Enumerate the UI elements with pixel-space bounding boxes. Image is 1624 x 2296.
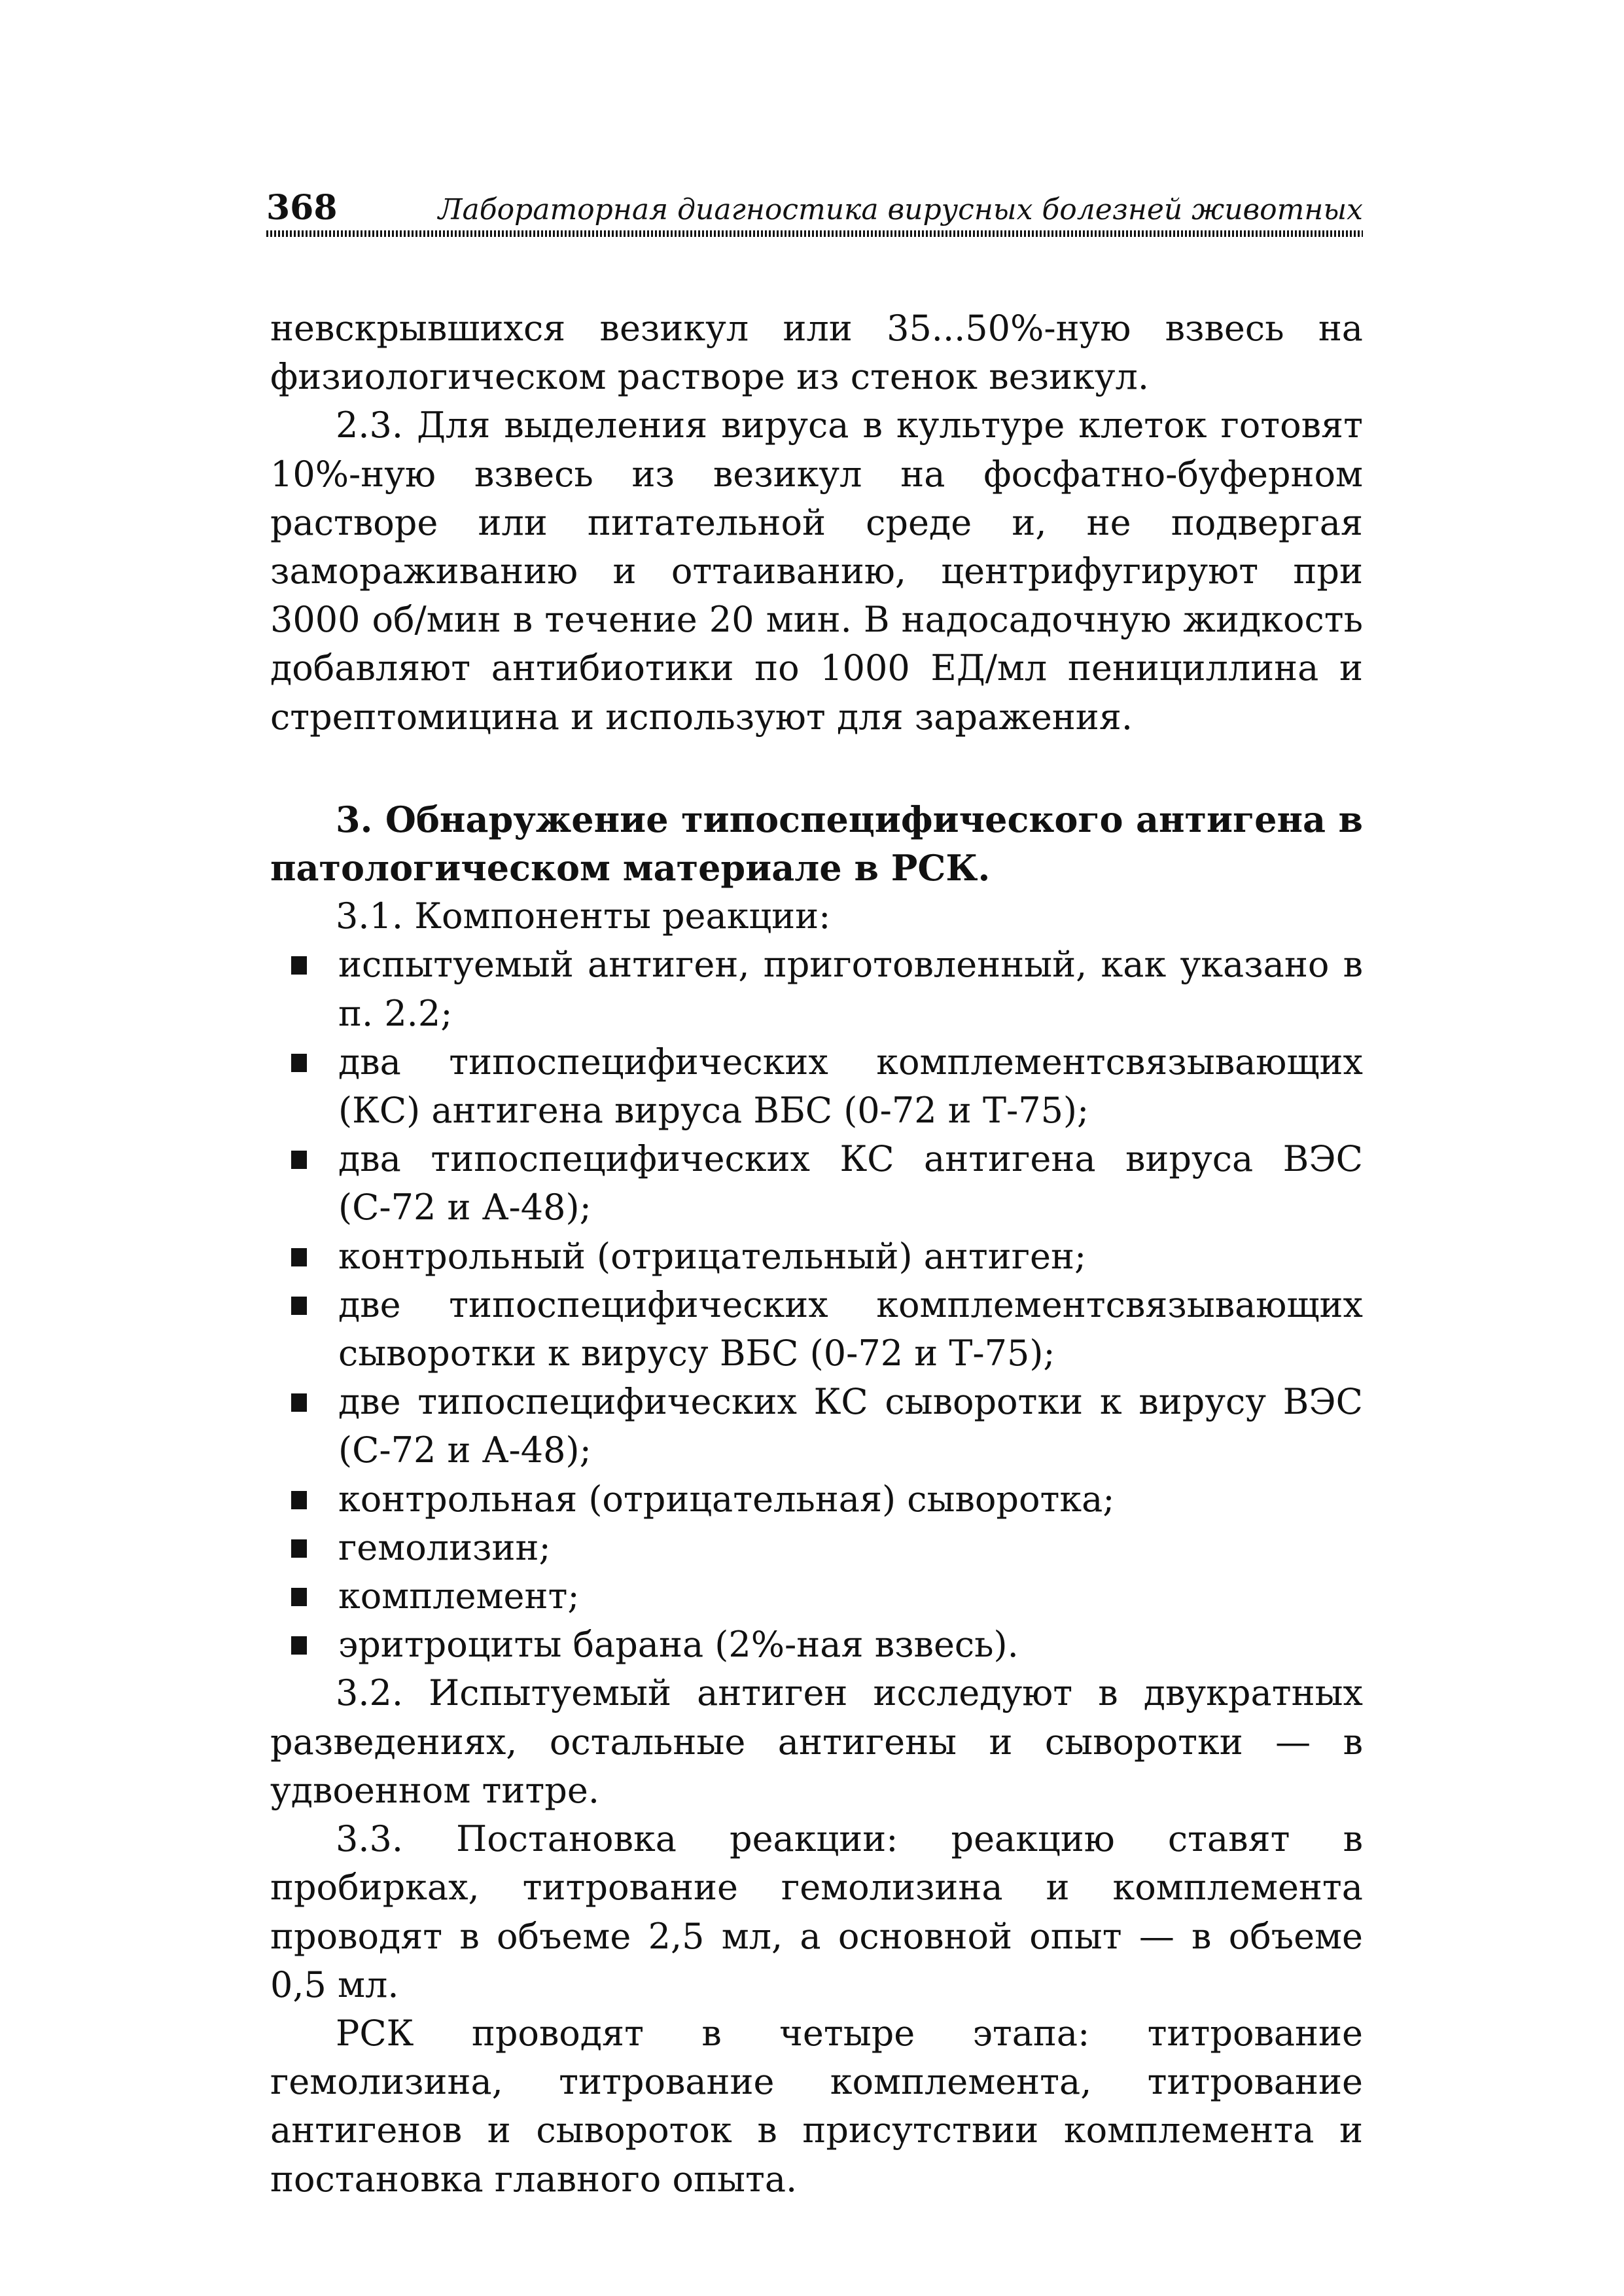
paragraph-continuation: невскрывшихся везикул или 35...50%-ную взвесь на физиологическом растворе из стенок везикул. [270,308,1363,398]
list-item-text: контрольный (отрицательный) антиген; [338,1235,1087,1277]
square-bullet-icon [291,1636,307,1655]
page-number: 368 [266,188,338,228]
square-bullet-icon [291,1248,307,1266]
list-item-text: две типоспецифических КС сыворотки к вирусу ВЭС (С-72 и А-48); [338,1381,1363,1471]
paragraph-2-3: 2.3. Для выделения вируса в культуре клеток готовят 10%-ную взвесь из везикул на фосфатно-буферном растворе или питательной среде и, не подвергая замораживанию и оттаиванию, центрифугируют при 3000 об/мин в течение 20 мин. В надосадочную жидкость добавляют антибиотики по 1000 ЕД/мл пенициллина и стрептомицина и используют для заражения. [270,404,1363,738]
paragraph-3-2: 3.2. Испытуемый антиген исследуют в двукратных разведениях, остальные антигены и сыворотки — в удвоенном титре. [270,1672,1363,1811]
list-item-text: испытуемый антиген, приготовленный, как указано в п. 2.2; [338,944,1363,1034]
list-item [270,1621,1363,1669]
square-bullet-icon [291,956,307,975]
square-bullet-icon [291,1588,307,1606]
paragraph-3-1: 3.1. Компоненты реакции: [336,895,831,937]
list-item-text: две типоспецифических комплементсвязывающих сыворотки к вирусу ВБС (0-72 и Т-75); [338,1283,1363,1374]
running-header [266,188,1363,229]
list-item [270,1232,1363,1281]
square-bullet-icon [291,1393,307,1412]
running-title: Лабораторная диагностика вирусных болезней животных [438,193,1363,226]
list-item-text: два типоспецифических КС антигена вируса ВЭС (С-72 и А-48); [338,1138,1363,1229]
list-item-text: эритроциты барана (2%-ная взвесь). [338,1624,1019,1666]
list-item [270,1038,1363,1135]
square-bullet-icon [291,1054,307,1072]
square-bullet-icon [291,1539,307,1558]
paragraph-rsk-stages: РСК проводят в четыре этапа: титрование гемолизина, титрование комплемента, титрование антигенов и сывороток в присутствии комплемента и постановка главного опыта. [270,2012,1363,2200]
list-item [270,1524,1363,1572]
square-bullet-icon [291,1297,307,1315]
square-bullet-icon [291,1491,307,1509]
list-item [270,941,1363,1037]
paragraph-3-3: 3.3. Постановка реакции: реакцию ставят в пробирках, титрование гемолизина и комплемента проводят в объеме 2,5 мл, а основной опыт — в объеме 0,5 мл. [270,1818,1363,2005]
section-heading-3: 3. Обнаружение типоспецифического антигена в патологическом материале в РСК. [270,798,1363,889]
list-item-text: контрольная (отрицательная) сыворотка; [338,1478,1115,1520]
components-list [270,941,1363,1669]
list-item [270,1135,1363,1232]
list-item [270,1475,1363,1524]
list-item [270,1281,1363,1378]
page-body [270,304,1363,2204]
list-item-text: два типоспецифических комплементсвязывающих (КС) антигена вируса ВБС (0-72 и Т-75); [338,1041,1363,1132]
list-item [270,1378,1363,1475]
square-bullet-icon [291,1151,307,1169]
header-divider [266,230,1363,237]
list-item [270,1572,1363,1621]
list-item-text: гемолизин; [338,1526,551,1568]
list-item-text: комплемент; [338,1575,580,1617]
